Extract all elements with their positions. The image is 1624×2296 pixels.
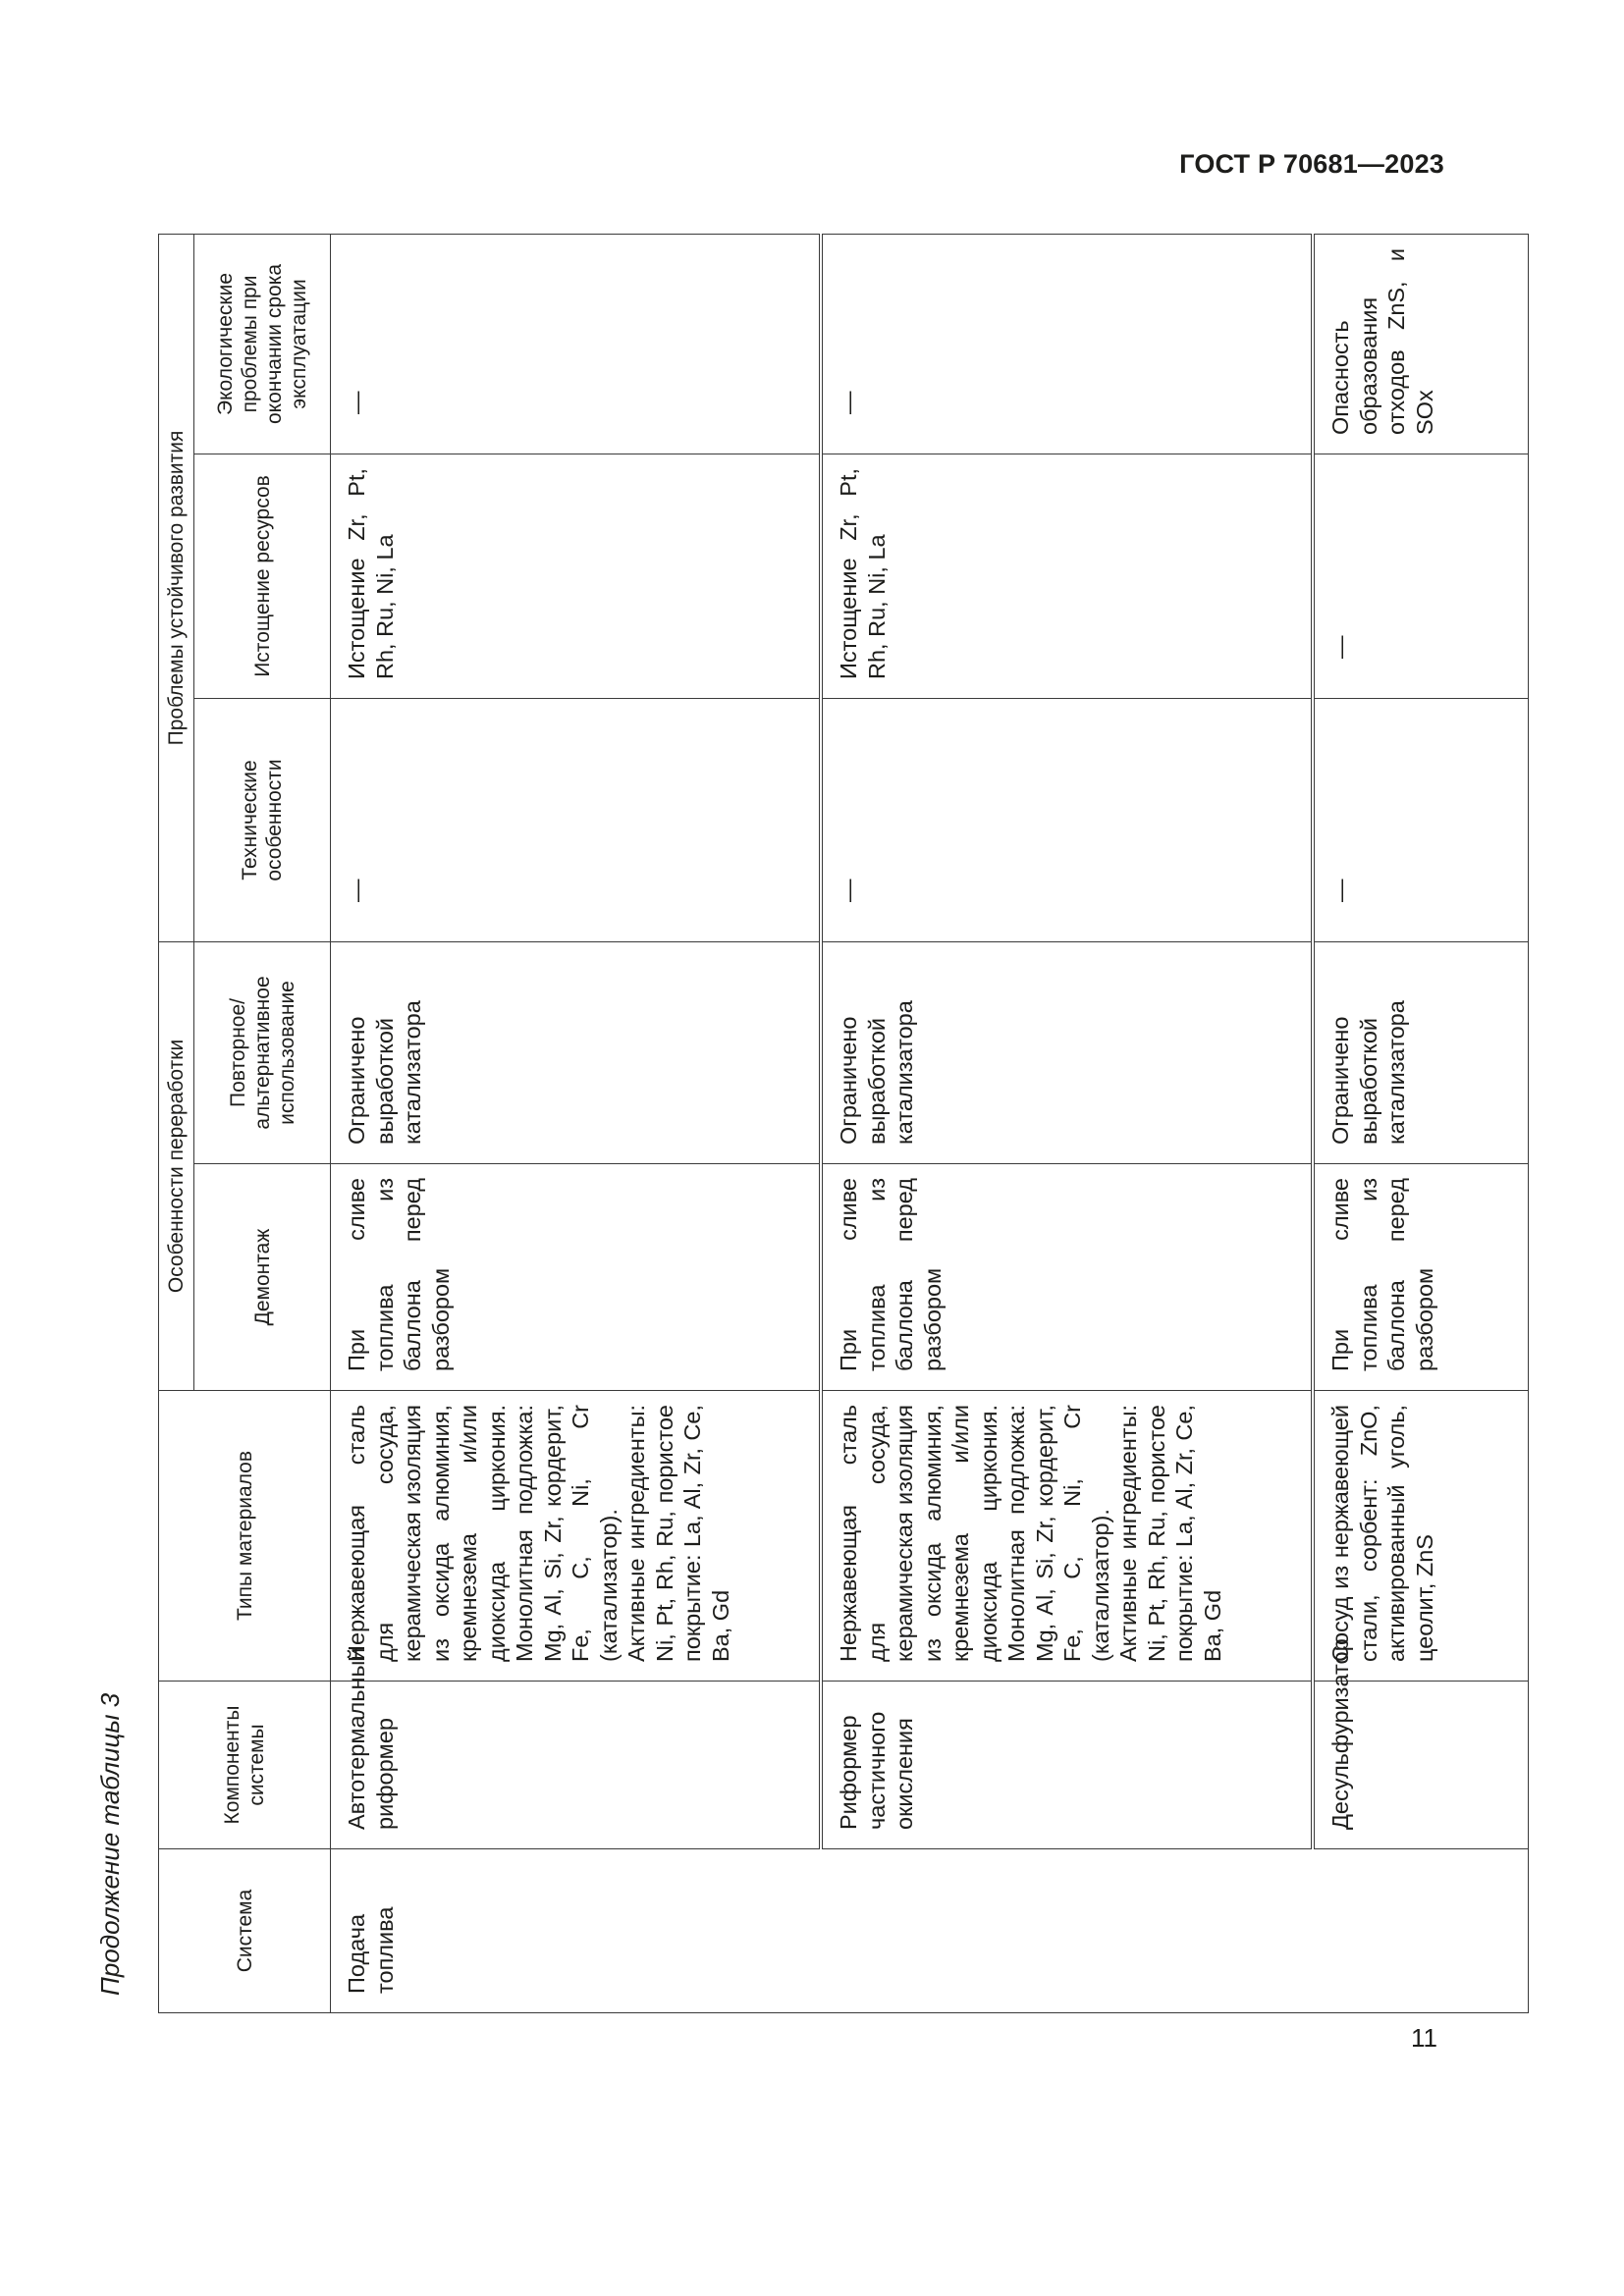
page-number: 11 [1411, 2023, 1437, 2053]
header-components: Компоненты системы [159, 1682, 331, 1849]
header-material-types: Типы материалов [159, 1391, 331, 1682]
header-group-sustainability: Проблемы устойчивого развития [159, 234, 194, 941]
cell-reuse: Ограничено выработкой катализатора [331, 941, 822, 1163]
cell-materials: Нержавеющая сталь для сосуда, керамическая изоляция из оксида алюминия, кремнезема и/или диоксида циркония. Монолитная подложка: Mg, Al, Si, Zr, кордерит, Fe, C, Ni, Cr (катализатор). Активные ингредиенты: Ni, Pt, Rh, Ru, пористое покрытие: La, Al, Zr, Ce, Ba, Gd [821, 1391, 1313, 1682]
cell-technical: — [821, 698, 1313, 941]
cell-depletion: Истощение Zr, Pt, Rh, Ru, Ni, La [331, 454, 822, 698]
document-code: ГОСТ Р 70681—2023 [1179, 149, 1444, 179]
table-row [331, 234, 822, 2012]
materials-table [158, 234, 1529, 2013]
cell-component: Автотермальный риформер [331, 1682, 822, 1849]
cell-dismantling: При сливе топлива из баллона перед разбором [1313, 1164, 1529, 1391]
cell-depletion: Истощение Zr, Pt, Rh, Ru, Ni, La [821, 454, 1313, 698]
header-technical: Технические особенности [194, 698, 331, 941]
cell-ecological: — [821, 234, 1313, 454]
cell-reuse: Ограничено выработкой катализатора [821, 941, 1313, 1163]
header-ecological: Экологические проблемы при окончании срока эксплуатации [194, 234, 331, 454]
cell-technical: — [1313, 698, 1529, 941]
cell-technical: — [331, 698, 822, 941]
cell-dismantling: При сливе топлива из баллона перед разбором [331, 1164, 822, 1391]
table-continuation-caption: Продолжение таблицы 3 [95, 1692, 125, 1996]
cell-system: Подача топлива [331, 1849, 1529, 2013]
header-group-processing: Особенности переработки [159, 941, 194, 1390]
cell-ecological: — [331, 234, 822, 454]
header-reuse: Повторное/ альтернативное использование [194, 941, 331, 1163]
cell-materials: Нержавеющая сталь для сосуда, керамическая изоляция из оксида алюминия, кремнезема и/или диоксида циркония. Монолитная подложка: Mg, Al, Si, Zr, кордерит, Fe, C, Ni, Cr (катализатор). Активные ингредиенты: Ni, Pt, Rh, Ru, пористое покрытие: La, Al, Zr, Ce, Ba, Gd [331, 1391, 822, 1682]
table-sheet [158, 235, 1437, 2013]
header-system: Система [159, 1849, 331, 2013]
cell-reuse: Ограничено выработкой катализатора [1313, 941, 1529, 1163]
cell-ecological: Опасность образования отходов ZnS, и SOx [1313, 234, 1529, 454]
cell-dismantling: При сливе топлива из баллона перед разбором [821, 1164, 1313, 1391]
cell-component: Десульфуризатор [1313, 1682, 1529, 1849]
table-row [1313, 234, 1529, 2012]
cell-depletion: — [1313, 454, 1529, 698]
table-row [821, 234, 1313, 2012]
header-depletion: Истощение ресурсов [194, 454, 331, 698]
header-dismantling: Демонтаж [194, 1164, 331, 1391]
cell-component: Риформер частичного окисления [821, 1682, 1313, 1849]
cell-materials: Сосуд из нержавеющей стали, сорбент: ZnO, активированный уголь, цеолит, ZnS [1313, 1391, 1529, 1682]
